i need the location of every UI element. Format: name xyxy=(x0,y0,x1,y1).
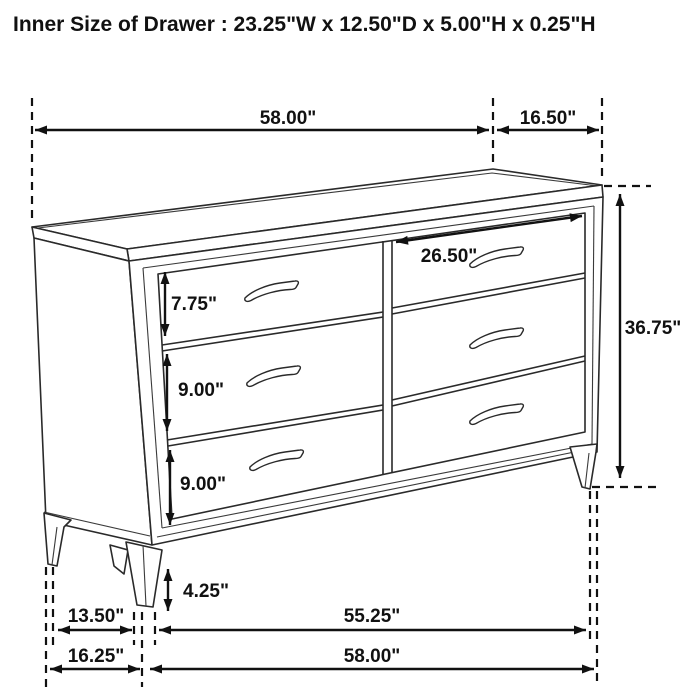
dim-label-side-base-depth: 13.50" xyxy=(67,606,125,627)
front-left-leg-wing xyxy=(110,545,128,574)
dim-label-bottom-drawer-height: 9.00" xyxy=(180,474,226,495)
dim-label-base-width-overall: 58.00" xyxy=(343,646,401,667)
dim-label-front-base-width: 55.25" xyxy=(343,606,401,627)
dim-label-base-depth-overall: 16.25" xyxy=(67,646,125,667)
dim-label-drawer-width: 26.50" xyxy=(420,246,478,267)
dresser-drawing xyxy=(32,169,603,607)
diagram-title: Inner Size of Drawer : 23.25"W x 12.50"D x 5.00"H x 0.25"H xyxy=(13,13,596,36)
dim-label-leg-height: 4.25" xyxy=(183,581,229,602)
dim-label-top-drawer-height: 7.75" xyxy=(171,294,217,315)
dim-label-top-depth: 16.50" xyxy=(519,108,577,129)
dim-label-overall-height: 36.75" xyxy=(624,318,682,339)
back-left-leg xyxy=(44,513,71,566)
front-right-leg xyxy=(570,444,597,489)
dim-label-middle-drawer-height: 9.00" xyxy=(178,380,224,401)
dim-label-top-width: 58.00" xyxy=(259,108,317,129)
